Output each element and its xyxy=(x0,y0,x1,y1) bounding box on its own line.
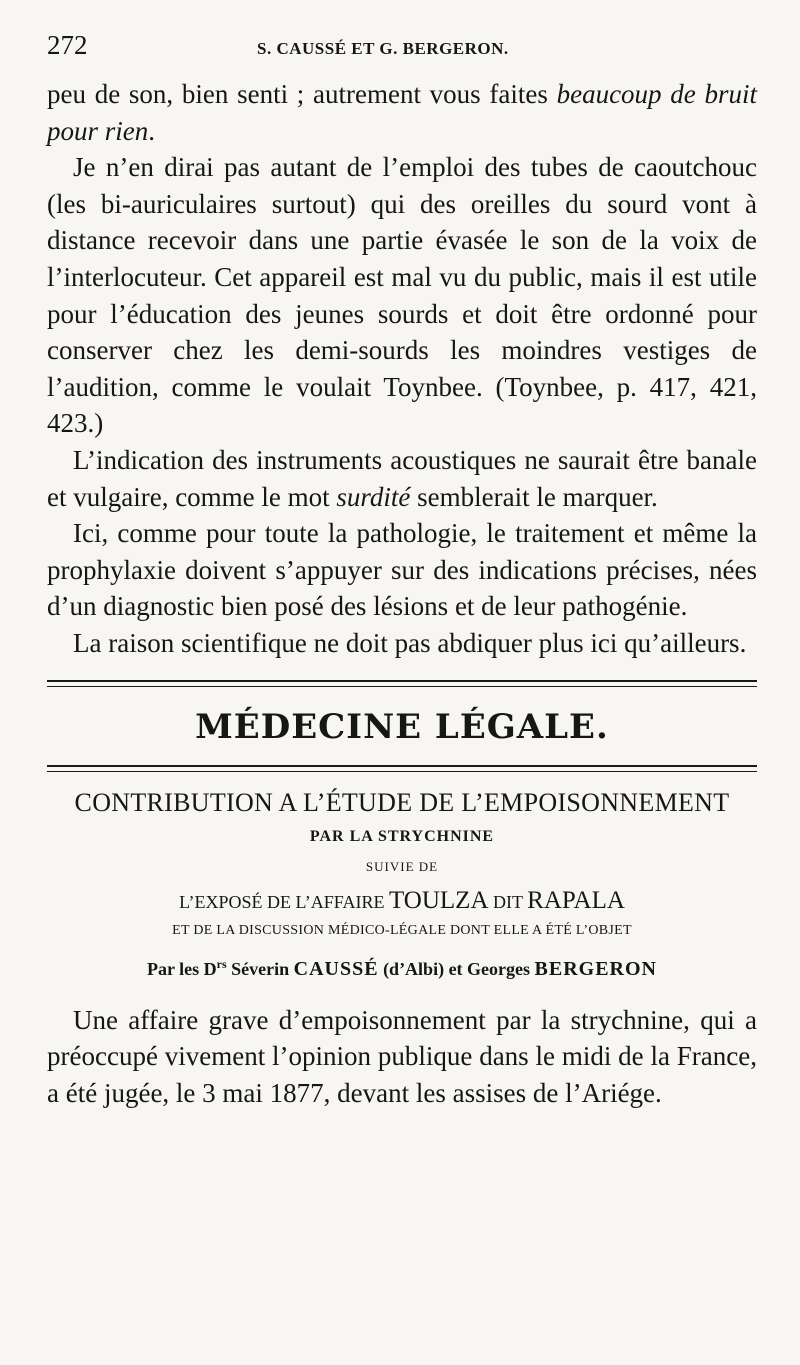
paragraph-1 xyxy=(47,76,757,149)
paragraph-4: Ici, comme pour toute la pathologie, le traitement et même la prophylaxie doivent s’appuyer sur des indications précises, nées d’un diagnostic bien posé des lésions et de leur pathogénie. xyxy=(47,518,757,622)
article-expose xyxy=(47,886,757,917)
expose-prefix: L’EXPOSÉ DE L’AFFAIRE xyxy=(179,891,385,912)
body-text xyxy=(47,76,757,662)
italic-word: surdité xyxy=(336,481,411,512)
author-bergeron: BERGERON xyxy=(534,957,657,980)
section-rule-bottom xyxy=(47,765,757,772)
expose-name-toulza: TOULZA xyxy=(388,886,489,914)
expose-dit: DIT xyxy=(493,891,523,912)
paragraph-3-end: semblerait le marquer. xyxy=(410,481,658,512)
closing-paragraph: Une affaire grave d’empoisonnement par la strychnine, qui a préoccupé vivement l’opinion publique dans le midi de la France, a été jugée, le 3 mai 1877, devant les assises de l’Ariége. xyxy=(47,1004,757,1108)
authors-mid: (d’Albi) et Georges xyxy=(378,958,535,979)
paragraph-3-text: L’indication des instruments acoustiques ne saurait être banale et vulgaire, comme le mot xyxy=(47,444,757,512)
author-causse: CAUSSÉ xyxy=(293,957,379,980)
paragraph-1-end: . xyxy=(148,115,155,146)
page-header xyxy=(47,30,757,76)
running-head: S. CAUSSÉ ET G. BERGERON. xyxy=(257,39,509,58)
authors-first: Séverin xyxy=(226,958,294,979)
paragraph-5: La raison scientifique ne doit pas abdiquer plus ici qu’ailleurs. xyxy=(73,627,747,658)
authors-prefix: Par les D xyxy=(146,958,217,979)
section-rule-top xyxy=(47,680,757,687)
paragraph-3 xyxy=(47,442,757,515)
article-followed: SUIVIE DE xyxy=(365,858,439,874)
section-title: MÉDECINE LÉGALE. xyxy=(195,706,609,747)
paragraph-2: Je n’en dirai pas autant de l’emploi des tubes de caoutchouc (les bi-auriculaires surtout) qui des oreilles du sourd vont à distance recevoir dans une partie évasée le son de la voix de l’interlocuteur. Cet appareil est mal vu du public, mais il est utile pour l’éducation des jeunes sourds et doit être ordonné pour conserver chez les demi-sourds les moindres vestiges de l’audition, comme le voulait Toynbee. (Toynbee, p. 417, 421, 423.) xyxy=(47,152,757,439)
expose-name-rapala: RAPALA xyxy=(527,886,625,914)
page xyxy=(47,30,757,1111)
closing-text xyxy=(47,1002,757,1112)
page-number: 272 xyxy=(47,30,88,60)
article-title: CONTRIBUTION A L’ÉTUDE DE L’EMPOISONNEMENT xyxy=(74,787,730,817)
authors-sup: rs xyxy=(216,956,227,971)
article-discussion: ET DE LA DISCUSSION MÉDICO-LÉGALE DONT ELLE A ÉTÉ L’OBJET xyxy=(172,922,632,938)
paragraph-1-text: peu de son, bien senti ; autrement vous faites xyxy=(47,79,557,109)
article-by-line: PAR LA STRYCHNINE xyxy=(309,827,495,845)
italic-phrase: beaucoup de bruit pour rien xyxy=(47,79,757,146)
article-authors xyxy=(47,949,757,984)
